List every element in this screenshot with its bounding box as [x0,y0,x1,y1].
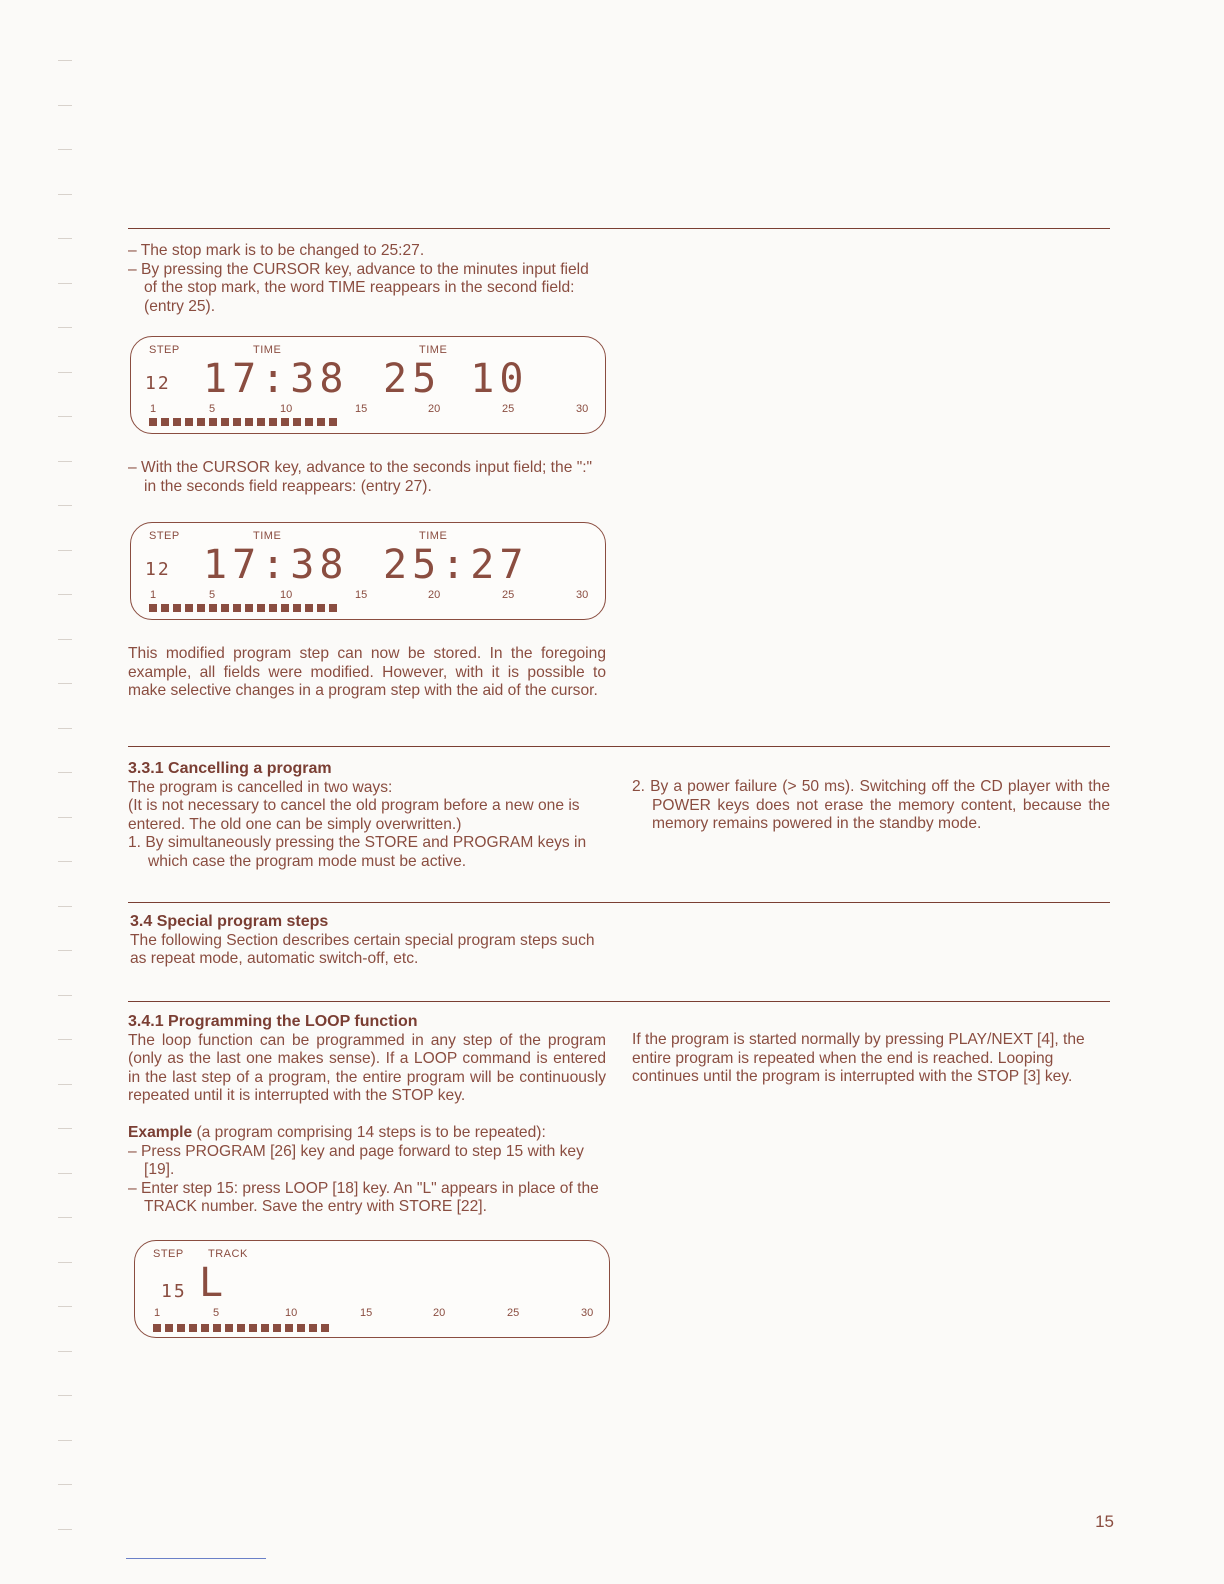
margin-tick [58,1084,72,1085]
step-bar [173,604,181,612]
step-bars [149,418,337,426]
list-item: – Press PROGRAM [26] key and page forward to step 15 with key [19]. [128,1142,584,1179]
step-bar [285,1324,293,1332]
scale-20: 20 [428,403,441,415]
step-bar [161,418,169,426]
step-bar [221,604,229,612]
step-bar [293,604,301,612]
margin-tick [58,639,72,640]
margin-tick [58,238,72,239]
step-bar [317,418,325,426]
scale-15: 15 [355,403,368,415]
margin-tick [58,1128,72,1129]
scale-20: 20 [433,1307,446,1319]
scale-15: 15 [360,1307,373,1319]
margin-tick [58,461,72,462]
margin-tick [58,1351,72,1352]
margin-tick [58,105,72,106]
step-bar [185,418,193,426]
step-label: STEP [149,530,180,542]
modified-text: This modified program step can now be stored. In the foregoing example, all fields were modified. However, with it is possible to make selective changes in a program step with the aid of the cursor. [128,645,606,700]
margin-tick [58,906,72,907]
time-digits: 17:38 [203,356,349,402]
intro-item-1: – The stop mark is to be changed to 25:27. [128,242,425,259]
time-label: TIME [419,344,448,356]
list-item: 2. By a power failure (> 50 ms). Switching off the CD player with the POWER keys does not erase the memory content, because the memory remains powered in the standby mode. [632,778,1110,833]
lcd-display-1 [130,336,606,434]
step-bar [177,1324,185,1332]
margin-tick [58,861,72,862]
stop-time-digits: 25 10 [383,356,529,402]
margin-tick [58,995,72,996]
section-3-3-1 [128,760,606,872]
paragraph: (It is not necessary to cancel the old program before a new one is entered. The old one can be simply overwritten.) [128,797,580,833]
step-bar [309,1324,317,1332]
step-bar [257,604,265,612]
list-item: 1. By simultaneously pressing the STORE and PROGRAM keys in which case the program mode must be active. [128,834,587,870]
margin-tick [58,950,72,951]
margin-tick [58,772,72,773]
scale-5: 5 [209,403,216,415]
time-label: TIME [253,344,282,356]
margin-tick [58,372,72,373]
step-bar [233,604,241,612]
step-bars [149,604,337,612]
step-bars [153,1324,329,1332]
step-bar [185,604,193,612]
margin-tick [58,1262,72,1263]
step-bar [293,418,301,426]
track-label: TRACK [208,1248,248,1260]
step-bar [149,604,157,612]
track-digits: L [199,1260,229,1306]
scale-30: 30 [581,1307,594,1319]
margin-tick [58,1173,72,1174]
step-bar [305,418,313,426]
margin-tick [58,327,72,328]
step-bar [329,604,337,612]
section-3-4-1 [128,1013,606,1217]
section-3-3-1-right [632,778,1110,834]
step-bar [269,604,277,612]
lcd-display-2 [130,522,606,620]
step-bar [305,604,313,612]
step-bar [321,1324,329,1332]
cursor-item: – With the CURSOR key, advance to the seconds input field; the ":" in the seconds field reappears: (entry 27). [128,459,593,495]
scale-25: 25 [502,403,515,415]
margin-tick [58,60,72,61]
step-bar [209,418,217,426]
step-bar [281,418,289,426]
example-text: (a program comprising 14 steps is to be repeated): [192,1123,546,1141]
intro-list [128,242,606,316]
step-label: STEP [153,1248,184,1260]
paragraph: The following Section describes certain special program steps such as repeat mode, automatic switch-off, etc. [130,931,595,968]
step-label: STEP [149,344,180,356]
step-bar [173,418,181,426]
margin-tick [58,594,72,595]
step-bar [237,1324,245,1332]
margin-tick [58,1484,72,1485]
section-heading: 3.4 Special program steps [130,913,329,930]
step-bar [233,418,241,426]
scale-1: 1 [154,1307,161,1319]
step-bar [165,1324,173,1332]
page-number: 15 [1095,1512,1114,1531]
cursor-text [128,459,606,496]
margin-tick [58,1529,72,1530]
scale-5: 5 [209,589,216,601]
step-bar [281,604,289,612]
step-bar [197,604,205,612]
step-bar [273,1324,281,1332]
example-label: Example [128,1123,193,1141]
scale-20: 20 [428,589,441,601]
margin-tick [58,1217,72,1218]
step-bar [261,1324,269,1332]
step-bar [245,418,253,426]
step-bar [209,604,217,612]
scale-25: 25 [507,1307,520,1319]
section-rule [128,1001,1110,1002]
scale-15: 15 [355,589,368,601]
scale-30: 30 [576,589,589,601]
step-number: 15 [161,1281,187,1302]
step-bar [257,418,265,426]
margin-tick [58,194,72,195]
step-number: 12 [145,559,171,580]
section-3-4 [130,913,608,969]
scale-1: 1 [150,589,157,601]
stop-time-digits: 25:27 [383,542,529,588]
scale-10: 10 [280,589,293,601]
step-bar [189,1324,197,1332]
margin-tick [58,550,72,551]
section-rule [128,228,1110,229]
margin-tick [58,817,72,818]
section-heading: 3.4.1 Programming the LOOP function [128,1013,418,1030]
step-bar [197,418,205,426]
step-bar [269,418,277,426]
time-digits: 17:38 [203,542,349,588]
lcd-display-3 [134,1240,610,1338]
margin-tick [58,728,72,729]
scale-10: 10 [280,403,293,415]
time-label: TIME [253,530,282,542]
step-bar [201,1324,209,1332]
scale-5: 5 [213,1307,220,1319]
margin-tick [58,1306,72,1307]
scale-10: 10 [285,1307,298,1319]
step-bar [221,418,229,426]
step-bar [161,604,169,612]
scale-1: 1 [150,403,157,415]
example-line [128,1124,606,1143]
margin-tick [58,505,72,506]
margin-tick [58,1395,72,1396]
step-bar [245,604,253,612]
intro-item-2: – By pressing the CURSOR key, advance to the minutes input field of the stop mark, the word TIME reappears in the second field: (entry 25). [128,260,589,315]
step-bar [317,604,325,612]
time-label: TIME [419,530,448,542]
section-rule [128,746,1110,747]
paragraph: The program is cancelled in two ways: [128,778,393,796]
step-bar [249,1324,257,1332]
scale-25: 25 [502,589,515,601]
margin-tick [58,416,72,417]
bottom-rule [126,1558,266,1559]
step-bar [297,1324,305,1332]
margin-tick [58,283,72,284]
margin-tick [58,683,72,684]
step-bar [329,418,337,426]
paragraph: The loop function can be programmed in any step of the program (only as the last one makes sense). If a LOOP command is entered in the last step of a program, the entire program will be continuously repeated until it is interrupted with the STOP key. [128,1031,606,1105]
margin-tick [58,149,72,150]
step-bar [149,418,157,426]
section-3-4-1-right: If the program is started normally by pressing PLAY/NEXT [4], the entire program is repeated when the end is reached. Looping continues until the program is interrupted with the STOP [3] key. [632,1031,1085,1086]
step-number: 12 [145,373,171,394]
margin-tick [58,1039,72,1040]
section-rule [128,902,1110,903]
step-bar [225,1324,233,1332]
scale-30: 30 [576,403,589,415]
section-heading: 3.3.1 Cancelling a program [128,760,332,777]
margin-tick [58,1440,72,1441]
step-bar [153,1324,161,1332]
step-bar [213,1324,221,1332]
list-item: – Enter step 15: press LOOP [18] key. An "L" appears in place of the TRACK number. Save the entry with STORE [22]. [128,1179,599,1216]
